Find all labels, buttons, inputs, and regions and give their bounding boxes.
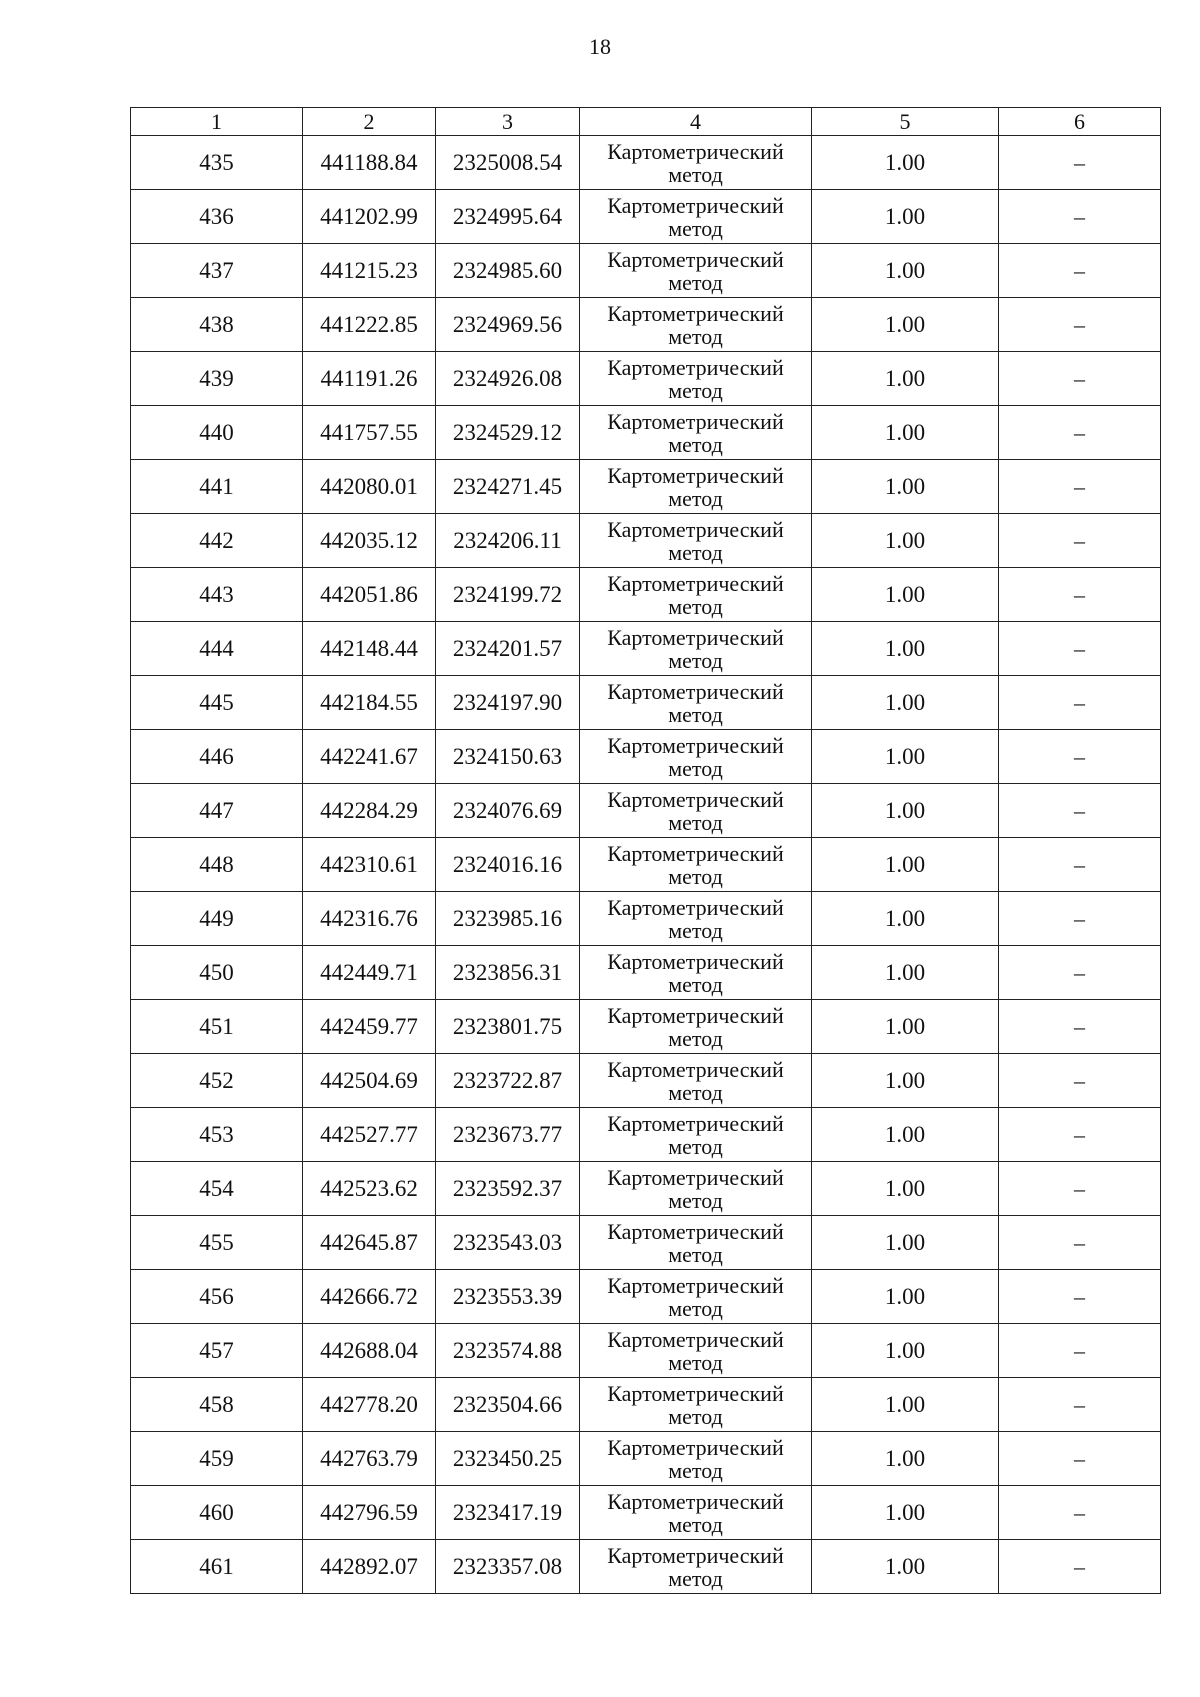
table-row xyxy=(131,1486,1161,1540)
method-line-1: Картометрический xyxy=(607,516,784,542)
note-cell: – xyxy=(999,298,1161,352)
accuracy-cell: 1.00 xyxy=(812,1486,999,1540)
table-row xyxy=(131,1378,1161,1432)
x-coordinate-cell: 442527.77 xyxy=(303,1108,436,1162)
method-line-1: Картометрический xyxy=(607,138,784,164)
note-cell: – xyxy=(999,352,1161,406)
method-line-2: метод xyxy=(668,755,723,781)
note-cell: – xyxy=(999,892,1161,946)
coordinates-table-container xyxy=(130,107,1160,1594)
method-line-1: Картометрический xyxy=(607,1488,784,1514)
x-coordinate-cell: 442035.12 xyxy=(303,514,436,568)
accuracy-cell: 1.00 xyxy=(812,136,999,190)
accuracy-cell: 1.00 xyxy=(812,244,999,298)
x-coordinate-cell: 442284.29 xyxy=(303,784,436,838)
method-line-1: Картометрический xyxy=(607,678,784,704)
y-coordinate-cell: 2323357.08 xyxy=(436,1540,580,1594)
method-line-2: метод xyxy=(668,1457,723,1483)
point-number-cell: 445 xyxy=(131,676,303,730)
method-line-2: метод xyxy=(668,1349,723,1375)
point-number-cell: 456 xyxy=(131,1270,303,1324)
y-coordinate-cell: 2323856.31 xyxy=(436,946,580,1000)
y-coordinate-cell: 2324995.64 xyxy=(436,190,580,244)
method-line-1: Картометрический xyxy=(607,1110,784,1136)
note-cell: – xyxy=(999,514,1161,568)
method-line-2: метод xyxy=(668,539,723,565)
note-cell: – xyxy=(999,406,1161,460)
note-cell: – xyxy=(999,730,1161,784)
method-line-2: метод xyxy=(668,1133,723,1159)
point-number-cell: 438 xyxy=(131,298,303,352)
accuracy-cell: 1.00 xyxy=(812,1540,999,1594)
y-coordinate-cell: 2324197.90 xyxy=(436,676,580,730)
y-coordinate-cell: 2323553.39 xyxy=(436,1270,580,1324)
accuracy-cell: 1.00 xyxy=(812,1270,999,1324)
method-line-2: метод xyxy=(668,269,723,295)
table-row xyxy=(131,298,1161,352)
accuracy-cell: 1.00 xyxy=(812,298,999,352)
note-cell: – xyxy=(999,1324,1161,1378)
point-number-cell: 441 xyxy=(131,460,303,514)
note-cell: – xyxy=(999,676,1161,730)
method-line-1: Картометрический xyxy=(607,1326,784,1352)
point-number-cell: 442 xyxy=(131,514,303,568)
method-line-1: Картометрический xyxy=(607,732,784,758)
point-number-cell: 450 xyxy=(131,946,303,1000)
method-cell xyxy=(580,1324,812,1378)
method-line-2: метод xyxy=(668,215,723,241)
x-coordinate-cell: 442778.20 xyxy=(303,1378,436,1432)
x-coordinate-cell: 442449.71 xyxy=(303,946,436,1000)
method-line-2: метод xyxy=(668,485,723,511)
method-line-2: метод xyxy=(668,1079,723,1105)
table-row xyxy=(131,406,1161,460)
table-row xyxy=(131,136,1161,190)
method-cell xyxy=(580,298,812,352)
accuracy-cell: 1.00 xyxy=(812,730,999,784)
method-line-2: метод xyxy=(668,863,723,889)
method-cell xyxy=(580,676,812,730)
y-coordinate-cell: 2324985.60 xyxy=(436,244,580,298)
method-line-1: Картометрический xyxy=(607,840,784,866)
table-row xyxy=(131,190,1161,244)
y-coordinate-cell: 2324969.56 xyxy=(436,298,580,352)
method-cell xyxy=(580,460,812,514)
x-coordinate-cell: 441202.99 xyxy=(303,190,436,244)
page-number: 18 xyxy=(589,34,611,59)
point-number-cell: 435 xyxy=(131,136,303,190)
method-line-1: Картометрический xyxy=(607,408,784,434)
method-line-1: Картометрический xyxy=(607,1542,784,1568)
x-coordinate-cell: 442796.59 xyxy=(303,1486,436,1540)
table-row xyxy=(131,1216,1161,1270)
y-coordinate-cell: 2325008.54 xyxy=(436,136,580,190)
table-row xyxy=(131,892,1161,946)
x-coordinate-cell: 442645.87 xyxy=(303,1216,436,1270)
y-coordinate-cell: 2324926.08 xyxy=(436,352,580,406)
method-line-1: Картометрический xyxy=(607,624,784,650)
method-line-2: метод xyxy=(668,647,723,673)
y-coordinate-cell: 2324150.63 xyxy=(436,730,580,784)
method-line-1: Картометрический xyxy=(607,570,784,596)
method-cell xyxy=(580,244,812,298)
accuracy-cell: 1.00 xyxy=(812,1000,999,1054)
method-line-1: Картометрический xyxy=(607,1056,784,1082)
method-cell xyxy=(580,1162,812,1216)
method-line-1: Картометрический xyxy=(607,1164,784,1190)
coordinates-table xyxy=(130,107,1161,1594)
accuracy-cell: 1.00 xyxy=(812,1324,999,1378)
table-row xyxy=(131,568,1161,622)
table-row xyxy=(131,1324,1161,1378)
x-coordinate-cell: 441757.55 xyxy=(303,406,436,460)
note-cell: – xyxy=(999,1216,1161,1270)
method-cell xyxy=(580,136,812,190)
method-cell xyxy=(580,1270,812,1324)
point-number-cell: 448 xyxy=(131,838,303,892)
x-coordinate-cell: 442763.79 xyxy=(303,1432,436,1486)
x-coordinate-cell: 442080.01 xyxy=(303,460,436,514)
method-line-1: Картометрический xyxy=(607,1218,784,1244)
table-row xyxy=(131,460,1161,514)
x-coordinate-cell: 441191.26 xyxy=(303,352,436,406)
method-cell xyxy=(580,1378,812,1432)
method-line-2: метод xyxy=(668,971,723,997)
method-line-2: метод xyxy=(668,1403,723,1429)
table-row xyxy=(131,784,1161,838)
method-line-1: Картометрический xyxy=(607,192,784,218)
method-line-1: Картометрический xyxy=(607,1380,784,1406)
method-line-2: метод xyxy=(668,1565,723,1591)
method-line-2: метод xyxy=(668,1241,723,1267)
table-row xyxy=(131,1162,1161,1216)
point-number-cell: 454 xyxy=(131,1162,303,1216)
header-col-3: 3 xyxy=(436,108,580,136)
accuracy-cell: 1.00 xyxy=(812,1378,999,1432)
method-line-2: метод xyxy=(668,1025,723,1051)
table-row xyxy=(131,622,1161,676)
point-number-cell: 447 xyxy=(131,784,303,838)
method-line-1: Картометрический xyxy=(607,1434,784,1460)
point-number-cell: 457 xyxy=(131,1324,303,1378)
table-row xyxy=(131,244,1161,298)
header-col-1: 1 xyxy=(131,108,303,136)
method-line-1: Картометрический xyxy=(607,462,784,488)
note-cell: – xyxy=(999,1162,1161,1216)
accuracy-cell: 1.00 xyxy=(812,1162,999,1216)
y-coordinate-cell: 2323985.16 xyxy=(436,892,580,946)
y-coordinate-cell: 2323592.37 xyxy=(436,1162,580,1216)
point-number-cell: 437 xyxy=(131,244,303,298)
y-coordinate-cell: 2324076.69 xyxy=(436,784,580,838)
y-coordinate-cell: 2323673.77 xyxy=(436,1108,580,1162)
accuracy-cell: 1.00 xyxy=(812,568,999,622)
header-row xyxy=(131,108,1161,136)
note-cell: – xyxy=(999,838,1161,892)
accuracy-cell: 1.00 xyxy=(812,514,999,568)
note-cell: – xyxy=(999,1000,1161,1054)
point-number-cell: 444 xyxy=(131,622,303,676)
method-line-2: метод xyxy=(668,431,723,457)
x-coordinate-cell: 441188.84 xyxy=(303,136,436,190)
note-cell: – xyxy=(999,784,1161,838)
table-body xyxy=(131,136,1161,1594)
table-row xyxy=(131,1000,1161,1054)
accuracy-cell: 1.00 xyxy=(812,1108,999,1162)
header-col-4: 4 xyxy=(580,108,812,136)
y-coordinate-cell: 2323574.88 xyxy=(436,1324,580,1378)
x-coordinate-cell: 442148.44 xyxy=(303,622,436,676)
method-cell xyxy=(580,1054,812,1108)
accuracy-cell: 1.00 xyxy=(812,676,999,730)
method-line-2: метод xyxy=(668,917,723,943)
accuracy-cell: 1.00 xyxy=(812,460,999,514)
method-cell xyxy=(580,784,812,838)
table-row xyxy=(131,1540,1161,1594)
x-coordinate-cell: 441222.85 xyxy=(303,298,436,352)
x-coordinate-cell: 442241.67 xyxy=(303,730,436,784)
table-row xyxy=(131,946,1161,1000)
accuracy-cell: 1.00 xyxy=(812,1054,999,1108)
y-coordinate-cell: 2323417.19 xyxy=(436,1486,580,1540)
accuracy-cell: 1.00 xyxy=(812,784,999,838)
point-number-cell: 452 xyxy=(131,1054,303,1108)
point-number-cell: 440 xyxy=(131,406,303,460)
note-cell: – xyxy=(999,1054,1161,1108)
point-number-cell: 451 xyxy=(131,1000,303,1054)
method-line-2: метод xyxy=(668,377,723,403)
method-line-2: метод xyxy=(668,1511,723,1537)
method-line-2: метод xyxy=(668,323,723,349)
x-coordinate-cell: 442184.55 xyxy=(303,676,436,730)
accuracy-cell: 1.00 xyxy=(812,622,999,676)
method-line-2: метод xyxy=(668,593,723,619)
note-cell: – xyxy=(999,136,1161,190)
note-cell: – xyxy=(999,1540,1161,1594)
method-line-2: метод xyxy=(668,161,723,187)
method-line-1: Картометрический xyxy=(607,300,784,326)
note-cell: – xyxy=(999,1378,1161,1432)
y-coordinate-cell: 2324199.72 xyxy=(436,568,580,622)
table-row xyxy=(131,676,1161,730)
note-cell: – xyxy=(999,568,1161,622)
table-row xyxy=(131,514,1161,568)
method-cell xyxy=(580,946,812,1000)
y-coordinate-cell: 2323722.87 xyxy=(436,1054,580,1108)
method-cell xyxy=(580,568,812,622)
table-row xyxy=(131,1432,1161,1486)
y-coordinate-cell: 2324201.57 xyxy=(436,622,580,676)
accuracy-cell: 1.00 xyxy=(812,1432,999,1486)
note-cell: – xyxy=(999,244,1161,298)
point-number-cell: 459 xyxy=(131,1432,303,1486)
method-line-1: Картометрический xyxy=(607,948,784,974)
y-coordinate-cell: 2324529.12 xyxy=(436,406,580,460)
y-coordinate-cell: 2323543.03 xyxy=(436,1216,580,1270)
method-line-1: Картометрический xyxy=(607,1272,784,1298)
note-cell: – xyxy=(999,1432,1161,1486)
point-number-cell: 443 xyxy=(131,568,303,622)
method-line-1: Картометрический xyxy=(607,246,784,272)
method-cell xyxy=(580,1540,812,1594)
header-col-6: 6 xyxy=(999,108,1161,136)
method-line-1: Картометрический xyxy=(607,1002,784,1028)
note-cell: – xyxy=(999,460,1161,514)
note-cell: – xyxy=(999,622,1161,676)
method-line-1: Картометрический xyxy=(607,786,784,812)
x-coordinate-cell: 442459.77 xyxy=(303,1000,436,1054)
method-cell xyxy=(580,622,812,676)
x-coordinate-cell: 442504.69 xyxy=(303,1054,436,1108)
header-col-2: 2 xyxy=(303,108,436,136)
accuracy-cell: 1.00 xyxy=(812,838,999,892)
y-coordinate-cell: 2324206.11 xyxy=(436,514,580,568)
note-cell: – xyxy=(999,946,1161,1000)
y-coordinate-cell: 2323504.66 xyxy=(436,1378,580,1432)
y-coordinate-cell: 2323801.75 xyxy=(436,1000,580,1054)
method-cell xyxy=(580,190,812,244)
point-number-cell: 461 xyxy=(131,1540,303,1594)
method-cell xyxy=(580,1486,812,1540)
method-cell xyxy=(580,514,812,568)
method-line-2: метод xyxy=(668,809,723,835)
method-cell xyxy=(580,1108,812,1162)
x-coordinate-cell: 442316.76 xyxy=(303,892,436,946)
method-cell xyxy=(580,1216,812,1270)
point-number-cell: 453 xyxy=(131,1108,303,1162)
method-cell xyxy=(580,406,812,460)
method-line-2: метод xyxy=(668,1187,723,1213)
header-col-5: 5 xyxy=(812,108,999,136)
method-cell xyxy=(580,730,812,784)
method-line-1: Картометрический xyxy=(607,354,784,380)
method-cell xyxy=(580,892,812,946)
x-coordinate-cell: 442688.04 xyxy=(303,1324,436,1378)
method-cell xyxy=(580,352,812,406)
x-coordinate-cell: 442523.62 xyxy=(303,1162,436,1216)
point-number-cell: 446 xyxy=(131,730,303,784)
method-line-2: метод xyxy=(668,1295,723,1321)
point-number-cell: 449 xyxy=(131,892,303,946)
table-row xyxy=(131,352,1161,406)
point-number-cell: 436 xyxy=(131,190,303,244)
point-number-cell: 455 xyxy=(131,1216,303,1270)
y-coordinate-cell: 2323450.25 xyxy=(436,1432,580,1486)
x-coordinate-cell: 442892.07 xyxy=(303,1540,436,1594)
note-cell: – xyxy=(999,1108,1161,1162)
accuracy-cell: 1.00 xyxy=(812,406,999,460)
table-row xyxy=(131,1270,1161,1324)
point-number-cell: 458 xyxy=(131,1378,303,1432)
table-row xyxy=(131,838,1161,892)
x-coordinate-cell: 441215.23 xyxy=(303,244,436,298)
method-cell xyxy=(580,838,812,892)
x-coordinate-cell: 442666.72 xyxy=(303,1270,436,1324)
point-number-cell: 439 xyxy=(131,352,303,406)
table-row xyxy=(131,1054,1161,1108)
method-line-1: Картометрический xyxy=(607,894,784,920)
note-cell: – xyxy=(999,1270,1161,1324)
accuracy-cell: 1.00 xyxy=(812,190,999,244)
method-line-2: метод xyxy=(668,701,723,727)
table-row xyxy=(131,1108,1161,1162)
y-coordinate-cell: 2324271.45 xyxy=(436,460,580,514)
table-row xyxy=(131,730,1161,784)
x-coordinate-cell: 442310.61 xyxy=(303,838,436,892)
table-header xyxy=(131,108,1161,136)
accuracy-cell: 1.00 xyxy=(812,352,999,406)
accuracy-cell: 1.00 xyxy=(812,946,999,1000)
accuracy-cell: 1.00 xyxy=(812,892,999,946)
y-coordinate-cell: 2324016.16 xyxy=(436,838,580,892)
note-cell: – xyxy=(999,1486,1161,1540)
x-coordinate-cell: 442051.86 xyxy=(303,568,436,622)
note-cell: – xyxy=(999,190,1161,244)
method-cell xyxy=(580,1000,812,1054)
point-number-cell: 460 xyxy=(131,1486,303,1540)
accuracy-cell: 1.00 xyxy=(812,1216,999,1270)
method-cell xyxy=(580,1432,812,1486)
